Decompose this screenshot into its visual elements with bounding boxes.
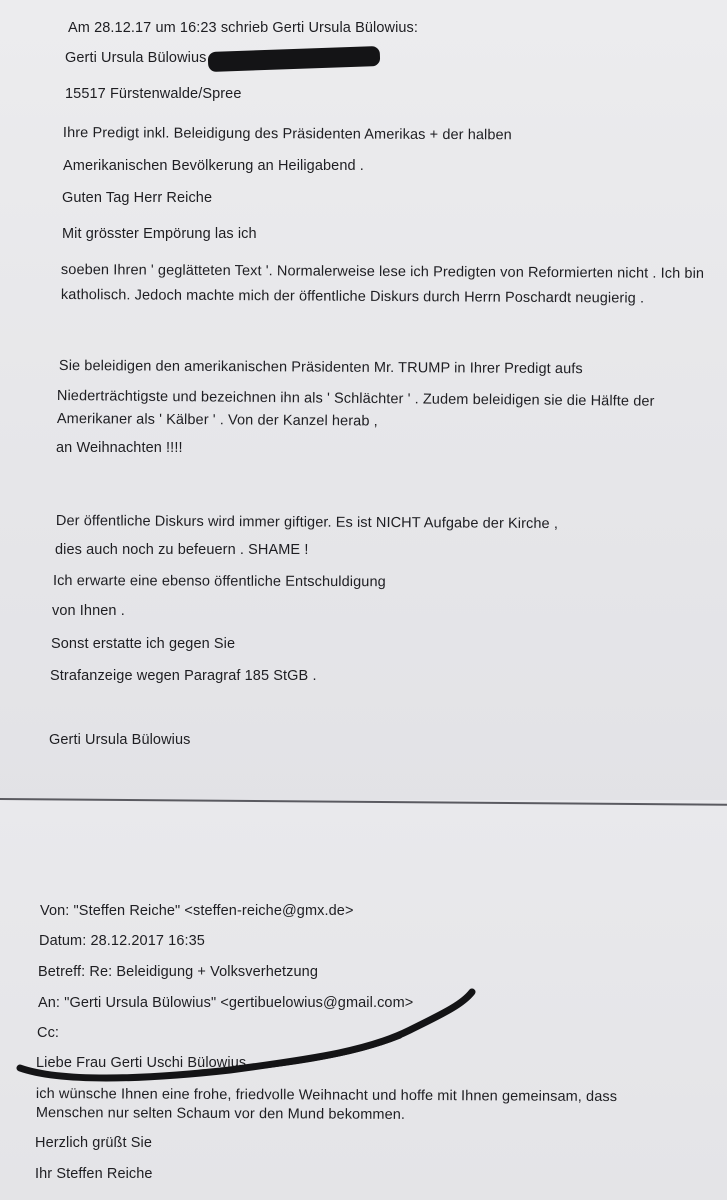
paragraph-3-line-2: dies auch noch zu befeuern . SHAME ! <box>55 542 309 558</box>
reply-body: ich wünsche Ihnen eine frohe, friedvolle Weihnacht und hoffe mit Ihnen gemeinsam, dass Menschen nur selten Schaum vor den Mund bekommen. <box>35 1086 618 1123</box>
paragraph-3-line-6: Strafanzeige wegen Paragraf 185 StGB . <box>50 668 317 684</box>
subject-line-2: Amerikanischen Bevölkerung an Heiligabend . <box>63 158 364 174</box>
reply-to: An: "Gerti Ursula Bülowius" <gertibuelowius@gmail.com> <box>38 995 414 1011</box>
paragraph-1-line-2: soeben Ihren ' geglätteten Text '. Normalerweise lese ich Predigten von Reformierten nicht . Ich bin <box>60 262 705 282</box>
quote-header: Am 28.12.17 um 16:23 schrieb Gerti Ursula Bülowius: <box>68 20 419 36</box>
subject-line-1: Ihre Predigt inkl. Beleidigung des Präsidenten Amerikas + der halben <box>62 125 512 144</box>
paragraph-3-line-4: von Ihnen . <box>52 603 125 619</box>
sender-city: 15517 Fürstenwalde/Spree <box>65 86 242 102</box>
reply-salutation: Liebe Frau Gerti Uschi Bülowius, <box>36 1055 251 1071</box>
greeting: Guten Tag Herr Reiche <box>62 190 213 206</box>
paragraph-3-line-5: Sonst erstatte ich gegen Sie <box>51 636 236 652</box>
reply-signature: Ihr Steffen Reiche <box>35 1166 153 1182</box>
paragraph-1-line-3: katholisch. Jedoch machte mich der öffentliche Diskurs durch Herrn Poschardt neugierig . <box>60 287 645 307</box>
reply-cc: Cc: <box>37 1025 60 1041</box>
letter-signature: Gerti Ursula Bülowius <box>49 732 191 748</box>
reply-from: Von: "Steffen Reiche" <steffen-reiche@gmx.de> <box>40 903 354 919</box>
paragraph-3-line-3: Ich erwarte eine ebenso öffentliche Entschuldigung <box>52 573 386 591</box>
paragraph-2-line-2: Niederträchtigste und bezeichnen ihn als ' Schlächter ' . Zudem beleidigen sie die Hälfte der <box>56 388 655 410</box>
paragraph-3-line-1: Der öffentliche Diskurs wird immer giftiger. Es ist NICHT Aufgabe der Kirche , <box>55 513 559 533</box>
paragraph-1-line-1: Mit grösster Empörung las ich <box>62 226 257 242</box>
paragraph-2-line-3: Amerikaner als ' Kälber ' . Von der Kanzel herab , <box>56 411 378 430</box>
reply-closing: Herzlich grüßt Sie <box>35 1135 153 1151</box>
paragraph-2-line-4: an Weihnachten !!!! <box>56 440 183 456</box>
paragraph-2-line-1: Sie beleidigen den amerikanischen Präsidenten Mr. TRUMP in Ihrer Predigt aufs <box>58 358 583 378</box>
sender-name: Gerti Ursula Bülowius <box>65 50 207 66</box>
reply-date: Datum: 28.12.2017 16:35 <box>39 933 205 949</box>
reply-subject: Betreff: Re: Beleidigung + Volksverhetzung <box>38 964 319 980</box>
